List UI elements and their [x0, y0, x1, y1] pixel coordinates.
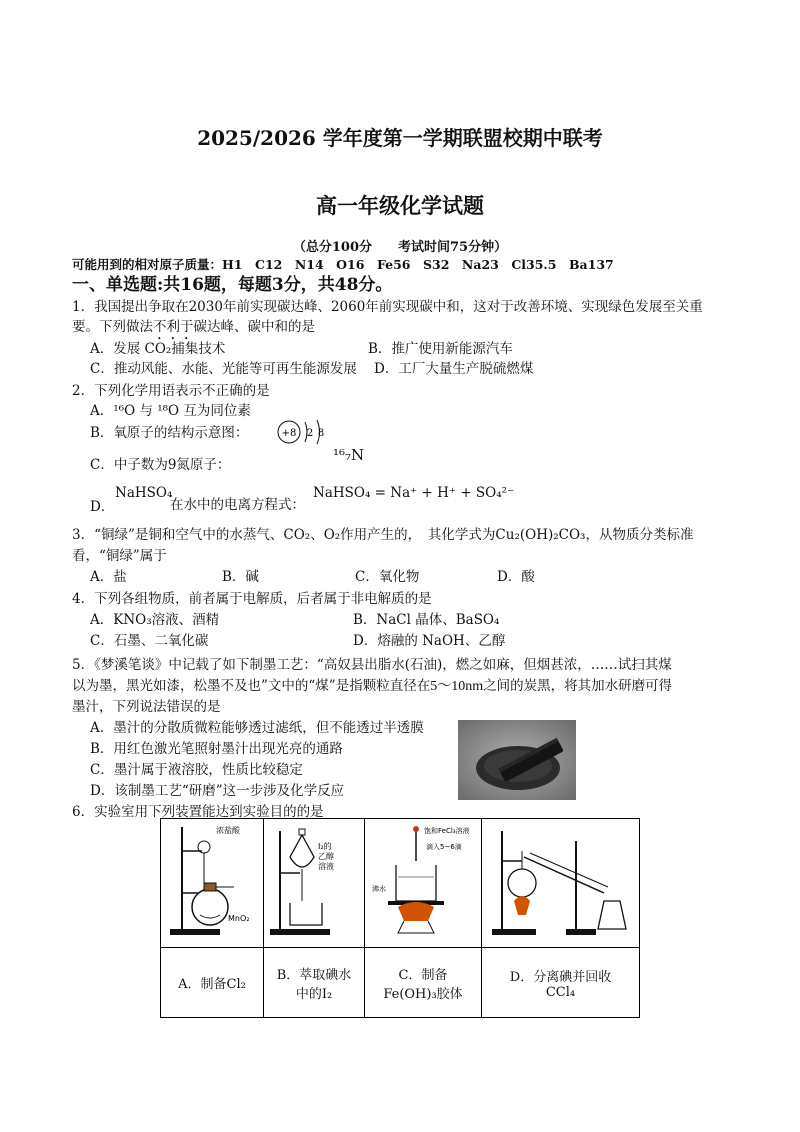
- label-boiling-water: 沸水: [372, 885, 386, 893]
- q3-stem-line2: 看，“铜绿”属于: [72, 548, 167, 564]
- q6-option-d-line2: CCl₄: [545, 984, 576, 1000]
- q2-option-b: B．氧原子的结构示意图：: [90, 425, 249, 441]
- q2-nuclide: ¹⁶₇N: [333, 446, 365, 464]
- q4-option-d: D．熔融的 NaOH、乙醇: [353, 633, 506, 649]
- q4-option-a: A．KNO₃溶液、酒精: [90, 612, 220, 628]
- q2-option-d-letter: D．: [90, 499, 115, 515]
- q1-stem-text: 要。下列做法: [72, 319, 153, 335]
- q1-stem-text-end: 碳达峰、碳中和的是: [193, 319, 315, 335]
- option-d-label-cell: [482, 948, 640, 1018]
- q5-stem-line3: 墨汁，下列说法错误的是: [72, 699, 221, 715]
- q6-option-c-line2: [365, 983, 481, 1002]
- option-c-label-cell: [365, 948, 482, 1018]
- q6-option-b-text: 中的: [295, 986, 322, 1002]
- q1-option-b: B．推广使用新能源汽车: [368, 341, 513, 357]
- label-mno2: MnO₂: [228, 914, 250, 923]
- q5-option-a: A．墨汁的分散质微粒能够透过滤纸，但不能透过半透膜: [90, 720, 424, 736]
- q2-option-d-text: 在水中的电离方程式：: [170, 497, 305, 513]
- q6-option-d-line1: D．分离碘并回收: [509, 969, 612, 985]
- q2-option-a: A．¹⁶O 与 ¹⁸O 互为同位素: [90, 403, 251, 419]
- q3-option-b: B．碱: [222, 569, 259, 585]
- q1-option-c: C．推动风能、水能、光能等可再生能源发展: [90, 361, 357, 377]
- q3-option-d: D．酸: [497, 569, 535, 585]
- q5-stem-line1: 5．《梦溪笔谈》中记载了如下制墨工艺：“高奴县出脂水(石油)，燃之如麻，但烟甚浓，……试扫其煤: [72, 657, 672, 673]
- q6-option-c-line1: C．制备: [398, 967, 448, 983]
- option-b-label-cell: [264, 948, 365, 1018]
- atom-shell-2: 8: [317, 428, 325, 439]
- q6-option-b-line1: B．萃取碘水: [276, 967, 352, 983]
- q5-option-c: C．墨汁属于液溶胶，性质比较稳定: [90, 762, 303, 778]
- ink-stick-photo: [458, 720, 576, 800]
- q6-option-c-text: 胶体: [436, 986, 463, 1002]
- exam-meta: （总分100分 考试时间75分钟）: [292, 240, 508, 255]
- label-i2-1: I₂的: [318, 842, 332, 851]
- q5-stem-text: 以为墨，黑光如漆，松墨不及也”文中的“煤”是指颗粒直径在: [72, 678, 431, 694]
- q3-option-c: C．氧化物: [355, 569, 420, 585]
- q5-stem-text-end: 之间的炭黑，将其加水研磨可得: [483, 678, 673, 694]
- separatory-funnel-icon: [266, 821, 362, 941]
- q3-option-a: A．盐: [90, 569, 127, 585]
- q2-option-d: [90, 498, 114, 516]
- q4-option-b: B．NaCl 晶体、BaSO₄: [353, 612, 500, 628]
- exam-subtitle: 高一年级化学试题: [316, 193, 484, 218]
- oxygen-atom-diagram: [275, 418, 335, 446]
- apparatus-c-cell: [365, 819, 482, 948]
- option-a-label-cell: [161, 948, 264, 1018]
- atom-shell-1: 2: [306, 428, 314, 439]
- apparatus-a-cell: [161, 819, 264, 948]
- q6-option-b-line2: [264, 983, 364, 1002]
- q6-stem: 6．实验室用下列装置能达到实验目的的是: [72, 804, 324, 820]
- label-fecl3: 饱和FeCl₃溶液: [424, 827, 470, 835]
- q1-option-d: D．工厂大量生产脱硫燃煤: [374, 361, 534, 377]
- label-drops: 滴入5~6滴: [426, 843, 462, 851]
- q1-stem-line1: 1．我国提出争取在2030年前实现碳达峰、2060年前实现碳中和，这对于改善环境、实现绿色发展至关重: [72, 299, 703, 315]
- label-i2-2: 乙醇: [318, 852, 334, 861]
- q2-option-d-equation: NaHSO₄ = Na⁺ + H⁺ + SO₄²⁻: [313, 485, 515, 501]
- distillation-icon: [486, 821, 636, 941]
- exam-title: 2025/2026 学年度第一学期联盟校期中联考: [197, 126, 603, 150]
- apparatus-b-cell: [264, 819, 365, 948]
- q2-option-d-formula: NaHSO₄: [115, 485, 173, 501]
- q6-option-a-text: A．制备: [178, 977, 227, 992]
- label-conc-hcl: 浓盐酸: [216, 826, 240, 835]
- q6-option-b-chem: I₂: [321, 986, 333, 1002]
- q3-stem-line1: 3．“铜绿”是铜和空气中的水蒸气、CO₂、O₂作用产生的， 其化学式为Cu₂(OH)₂CO₃，从物质分类标准: [72, 527, 694, 543]
- q2-option-c: C．中子数为9氮原子：: [90, 457, 231, 473]
- q5-option-d: D．该制墨工艺“研磨”这一步涉及化学反应: [90, 783, 345, 799]
- q5-option-b: B．用红色激光笔照射墨汁出现光亮的通路: [90, 741, 343, 757]
- q5-stem-line2: [72, 677, 672, 696]
- q5-size-range: 5～10nm: [430, 679, 484, 694]
- section-heading: 一、单选题:共16题，每题3分，共48分。: [72, 275, 393, 295]
- q2-stem: 2．下列化学用语表示不正确的是: [72, 383, 270, 399]
- q6-option-a-chem: Cl₂: [226, 977, 246, 992]
- q4-option-c: C．石墨、二氧化碳: [90, 633, 209, 649]
- chlorine-generator-icon: [164, 821, 260, 941]
- q4-stem: 4．下列各组物质，前者属于电解质，后者属于非电解质的是: [72, 591, 432, 607]
- apparatus-d-cell: [482, 819, 640, 948]
- q1-option-a: A．发展 CO₂捕集技术: [90, 341, 226, 357]
- atomic-masses: 可能用到的相对原子质量：H1 C12 N14 O16 Fe56 S32 Na23 Cl35.5 Ba137: [72, 257, 614, 272]
- colloid-preparation-icon: [368, 821, 478, 941]
- label-i2-3: 溶液: [318, 862, 334, 871]
- atom-nucleus: +8: [281, 428, 297, 439]
- apparatus-table: [160, 818, 640, 1018]
- q1-emphasis: 不利于: [153, 319, 194, 335]
- q6-option-c-chem: Fe(OH)₃: [383, 986, 437, 1002]
